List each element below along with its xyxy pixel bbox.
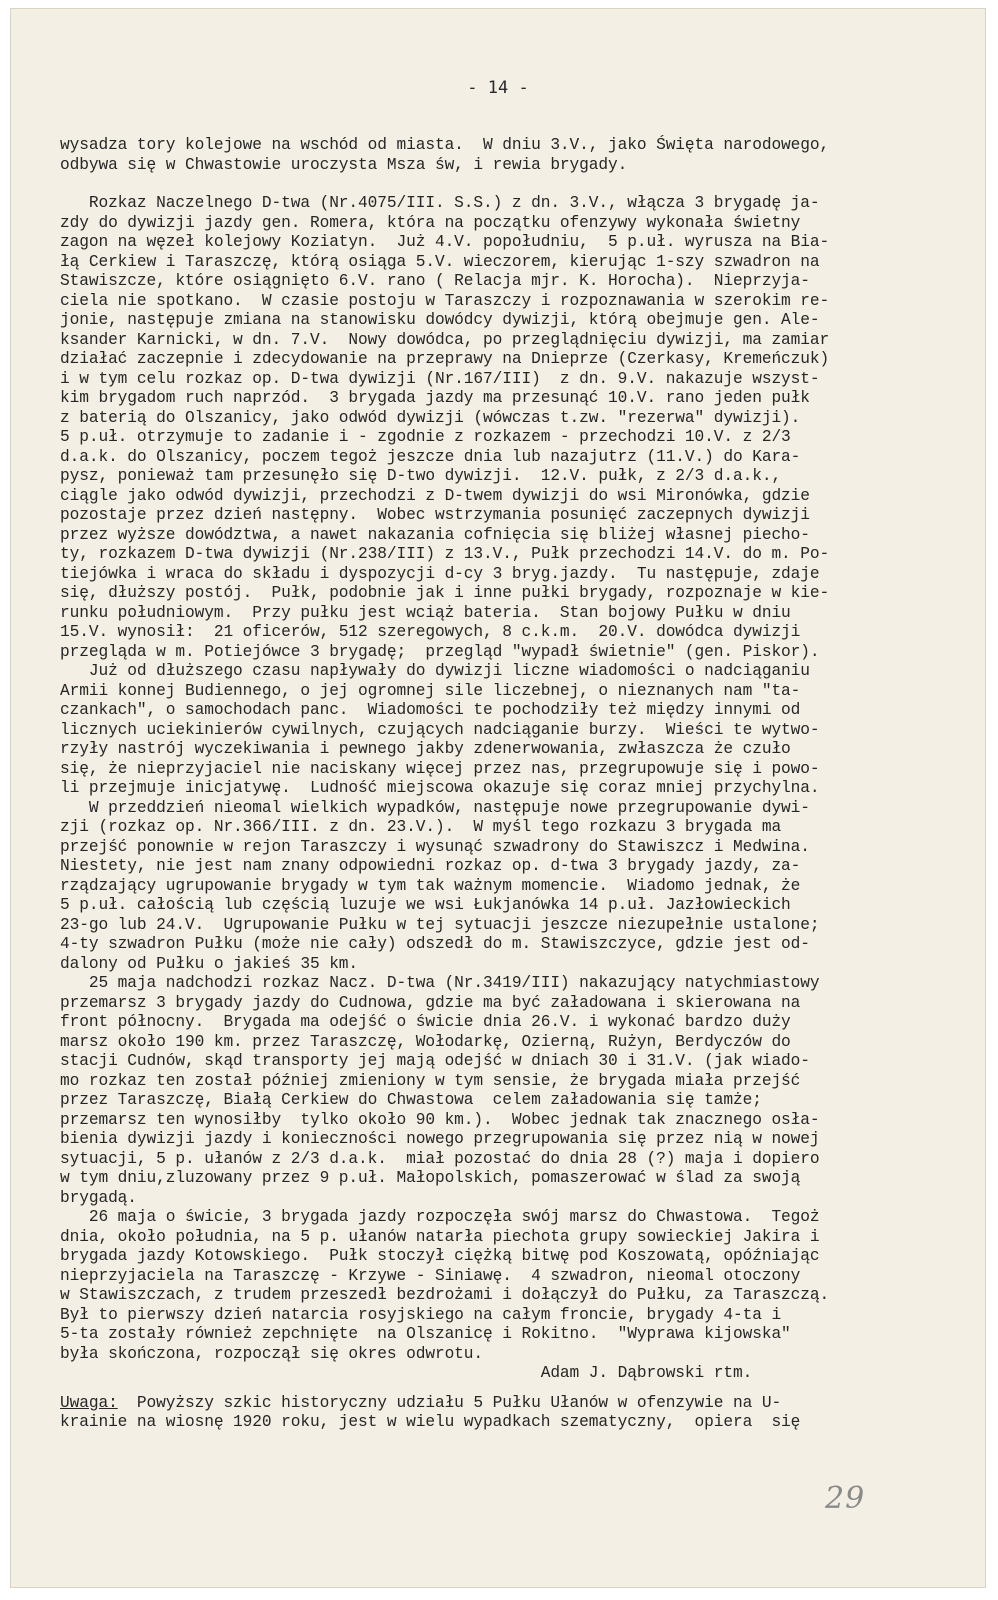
archive-page-number: 29 <box>825 1481 866 1516</box>
text-line: 23-go lub 24.V. Ugrupowanie Pułku w tej sytuacji jeszcze niezupełnie ustalone; <box>60 915 820 934</box>
text-line: ciągle jako odwód dywizji, przechodzi z D-twem dywizji do wsi Mironówka, gdzie <box>60 486 810 505</box>
text-line: w Stawiszczach, z trudem przeszedł bezdrożami i dołączył do Pułku, za Taraszczą. <box>60 1286 830 1304</box>
text-line: Armii konnej Budiennego, o jej ogromnej sile liczebnej, o nieznanych nam "ta- <box>60 681 801 700</box>
text-line: Stawiszcze, które osiągnięto 6.V. rano ( Relacja mjr. K. Horocha). Nieprzyja- <box>60 272 810 290</box>
paragraph-1 <box>60 136 940 175</box>
text-line: i w tym celu rozkaz op. D-twa dywizji (Nr.167/III) z dn. 9.V. nakazuje wszyst- <box>60 369 820 388</box>
text-line: zji (rozkaz op. Nr.366/III. z dn. 23.V.). W myśl tego rozkazu 3 brygada ma <box>60 818 782 836</box>
text-line: działać zaczepnie i zdecydowanie na przeprawy na Dnieprze (Czerkasy, Kremeńczuk) <box>60 350 830 368</box>
text-line: krainie na wiosnę 1920 roku, jest w wielu wypadkach szematyczny, opiera się <box>60 1413 801 1431</box>
text-line: przez wyższe dowództwa, a nawet nakazania cofnięcia się bliżej własnej piecho- <box>60 525 810 544</box>
text-line: 26 maja o świcie, 3 brygada jazdy rozpoczęła swój marsz do Chwastowa. Tegoż <box>60 1208 820 1226</box>
text-line: brygada jazdy Kotowskiego. Pułk stoczył ciężką bitwę pod Koszowatą, opóźniając <box>60 1247 820 1265</box>
text-line: 5 p.uł. otrzymuje to zadanie i - zgodnie z rozkazem - przechodzi 10.V. z 2/3 <box>60 428 791 446</box>
text-line: marsz około 190 km. przez Taraszczę, Wołodarkę, Ozierną, Rużyn, Berdyczów do <box>60 1032 791 1051</box>
text-line: Powyższy szkic historyczny udziału 5 Pułku Ułanów w ofenzywie na U- <box>117 1393 782 1412</box>
document-body <box>60 136 940 1433</box>
text-line: brygadą. <box>60 1188 137 1207</box>
text-line: dnia, około południa, na 5 p. ułanów natarła piechota grupy sowieckiej Jakira i <box>60 1227 820 1246</box>
text-line: wysadza tory kolejowe na wschód od miasta. W dniu 3.V., jako Święta narodowego, <box>60 136 830 154</box>
text-line: d.a.k. do Olszanicy, poczem tegoż jeszcze dnia lub nazajutrz (11.V.) do Kara- <box>60 447 801 466</box>
text-line: ksander Karnicki, w dn. 7.V. Nowy dowódca, po przeglądnięciu dywizji, ma zamiar <box>60 330 830 349</box>
paragraph-4 <box>60 799 940 975</box>
text-line: zdy do dywizji jazdy gen. Romera, która na początku ofenzywy wykonała świetny <box>60 213 801 232</box>
text-line: zagon na węzeł kolejowy Koziatyn. Już 4.V. popołudniu, 5 p.uł. wyrusza na Bia- <box>60 233 830 251</box>
paragraph-5 <box>60 974 940 1208</box>
text-line: z baterią do Olszanicy, jako odwód dywizji (wówczas t.zw. "rezerwa" dywizji). <box>60 408 801 427</box>
text-line: przemarsz 3 brygady jazdy do Cudnowa, gdzie ma być załadowana i skierowana na <box>60 993 801 1012</box>
text-line: odbywa się w Chwastowie uroczysta Msza św, i rewia brygady. <box>60 155 628 174</box>
text-line: W przeddzień nieomal wielkich wypadków, następuje nowe przegrupowanie dywi- <box>60 798 810 817</box>
text-line: mo rozkaz ten został później zmieniony w tym sensie, że brygada miała przejść <box>60 1071 801 1090</box>
text-line: tiejówka i wraca do składu i dyspozycji d-cy 3 bryg.jazdy. Tu następuje, zdaje <box>60 564 820 583</box>
text-line: się, że nieprzyjaciel nie naciskany więcej przez nas, przegrupowuje się i powo- <box>60 759 820 778</box>
text-line: w tym dniu,zluzowany przez 9 p.uł. Małopolskich, pomaszerować w ślad za swoją <box>60 1169 801 1187</box>
text-line: nieprzyjaciela na Taraszczę - Krzywe - Siniawę. 4 szwadron, nieomal otoczony <box>60 1266 801 1285</box>
text-line: ty, rozkazem D-twa dywizji (Nr.238/III) z 13.V., Pułk przechodzi 14.V. do m. Po- <box>60 545 830 563</box>
text-line: Już od dłuższego czasu napływały do dywizji liczne wiadomości o nadciąganiu <box>60 662 810 680</box>
text-line: się, dłuższy postój. Pułk, podobnie jak i inne pułki brygady, rozpoznaje w kie- <box>60 584 830 602</box>
text-line: kim brygadom ruch naprzód. 3 brygada jazdy ma przesunąć 10.V. rano jeden pułk <box>60 389 810 407</box>
text-line: sytuacji, 5 p. ułanów z 2/3 d.a.k. miał pozostać do dnia 28 (?) maja i dopiero <box>60 1149 820 1168</box>
text-line: rzyły nastrój wyczekiwania i pewnego jakby zdenerwowania, zwłaszcza że czuło <box>60 740 791 758</box>
text-line: bienia dywizji jazdy i konieczności nowego przegrupowania się przez nią w nowej <box>60 1130 820 1148</box>
text-line: dalony od Pułku o jakieś 35 km. <box>60 954 359 973</box>
page-number: - 14 - <box>467 78 529 98</box>
text-line: runku południowym. Przy pułku jest wciąż bateria. Stan bojowy Pułku w dniu <box>60 603 791 622</box>
text-line: 4-ty szwadron Pułku (może nie cały) odszedł do m. Stawiszczyce, gdzie jest od- <box>60 935 810 953</box>
text-line: przejść ponownie w rejon Taraszczy i wysunąć szwadrony do Stawiszcz i Medwina. <box>60 837 810 856</box>
text-line: licznych uciekinierów cywilnych, czujących nadciąganie burzy. Wieści te wytwo- <box>60 720 820 739</box>
text-line: czankach", o samochodach panc. Wiadomości te pochodziły też między innymi od <box>60 701 801 719</box>
note-paragraph <box>60 1394 940 1433</box>
text-line: ciela nie spotkano. W czasie postoju w Taraszczy i rozpoznawania w szerokim re- <box>60 291 830 310</box>
text-line: front północny. Brygada ma odejść o świcie dnia 26.V. i wykonać bardzo duży <box>60 1013 791 1031</box>
text-line: rządzający ugrupowanie brygady w tym tak ważnym momencie. Wiadomo jednak, że <box>60 876 801 895</box>
text-line: pysz, ponieważ tam przesunęło się D-two dywizji. 12.V. pułk, z 2/3 d.a.k., <box>60 467 782 485</box>
text-line: Niestety, nie jest nam znany odpowiedni rozkaz op. d-twa 3 brygady jazdy, za- <box>60 857 801 875</box>
text-line: li przejmuje inicjatywę. Ludność miejscowa okazuje się coraz mniej przychylna. <box>60 779 820 797</box>
author-signature: Adam J. Dąbrowski rtm. <box>60 1364 753 1382</box>
text-line: przemarsz ten wynosiłby tylko około 90 km.). Wobec jednak tak znacznego osła- <box>60 1110 820 1129</box>
text-line: jonie, następuje zmiana na stanowisku dowódcy dywizji, którą obejmuje gen. Ale- <box>60 311 820 329</box>
paragraph-3 <box>60 662 940 799</box>
paragraph-2 <box>60 194 940 662</box>
text-line: przez Taraszczę, Białą Cerkiew do Chwastowa celem załadowania się tamże; <box>60 1091 762 1109</box>
paragraph-6 <box>60 1208 940 1364</box>
text-line: Rozkaz Naczelnego D-twa (Nr.4075/III. S.S.) z dn. 3.V., włącza 3 brygadę ja- <box>60 194 820 212</box>
text-line: 5 p.uł. całością lub częścią luzuje we wsi Łukjanówka 14 p.uł. Jazłowieckich <box>60 896 791 914</box>
text-line: przegląda w m. Potiejówce 3 brygadę; przegląd "wypadł świetnie" (gen. Piskor). <box>60 642 820 661</box>
text-line: pozostaje przez dzień następny. Wobec wstrzymania posunięć zaczepnych dywizji <box>60 506 810 524</box>
text-line: Był to pierwszy dzień natarcia rosyjskiego na całym froncie, brygady 4-ta i <box>60 1305 782 1324</box>
text-line: 5-ta zostały również zepchnięte na Olszanicę i Rokitno. "Wyprawa kijowska" <box>60 1325 791 1343</box>
text-line: stacji Cudnów, skąd transporty jej mają odejść w dniach 30 i 31.V. (jak wiado- <box>60 1052 810 1070</box>
text-line: 15.V. wynosił: 21 oficerów, 512 szeregowych, 8 c.k.m. 20.V. dowódca dywizji <box>60 623 801 641</box>
text-line: 25 maja nadchodzi rozkaz Nacz. D-twa (Nr.3419/III) nakazujący natychmiastowy <box>60 974 820 992</box>
text-line: była skończona, rozpoczął się okres odwrotu. <box>60 1344 484 1363</box>
document-page <box>10 8 986 1588</box>
text-line: łą Cerkiew i Taraszczę, którą osiąga 5.V. wieczorem, kierując 1-szy szwadron na <box>60 252 820 271</box>
note-label: Uwaga: <box>60 1393 118 1412</box>
